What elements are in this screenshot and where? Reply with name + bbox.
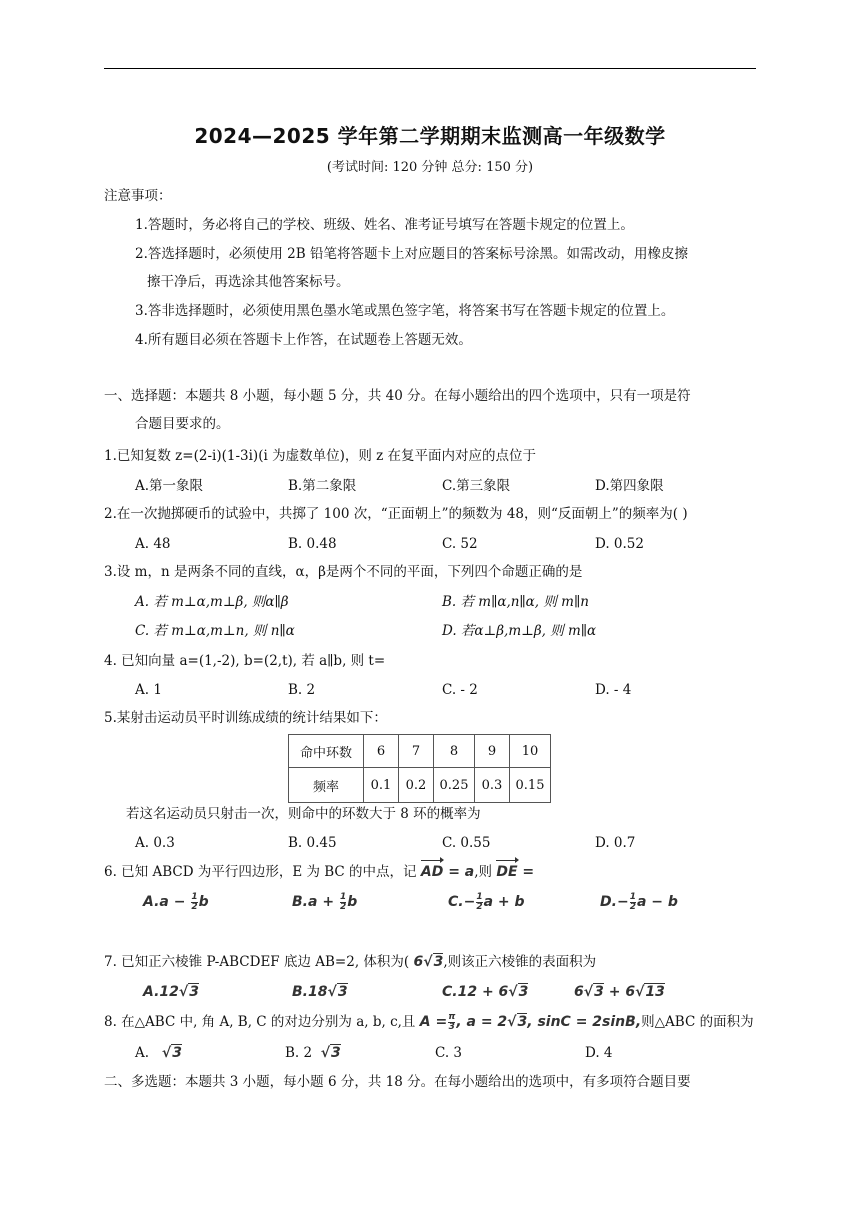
q5-option-b: B. 0.45 [288,835,337,851]
section1-heading: 一、选择题：本题共 8 小题，每小题 5 分，共 40 分。在每小题给出的四个选项中，只有一项是符 [104,388,691,404]
q6-option-c: C.− $\frac{1}{2}$ a + b [448,891,525,912]
table-cell: 0.2 [399,768,434,803]
section2-heading: 二、多选题：本题共 3 小题，每小题 6 分，共 18 分。在每小题给出的选项中，有多项符合题目要 [104,1074,691,1090]
q4-stem: 4. 已知向量 a=(1,-2), b=(2,t), 若 a∥b, 则 t= [104,653,386,669]
q6-vector-de: DE = [496,864,535,880]
table-header-rings: 命中环数 [289,735,364,768]
q6-option-d: D.− $\frac{1}{2}$ a − b [600,891,678,912]
q3-option-c: C. 若 m⊥α,m⊥n, 则 n∥α [135,623,295,639]
table-cell: 6 [364,735,399,768]
q4-option-c: C. - 2 [442,682,478,698]
notice-item-2-cont: 擦干净后，再选涂其他答案标号。 [147,274,350,290]
table-cell: 0.1 [364,768,399,803]
q5-option-a: A. 0.3 [135,835,175,851]
table-cell: 10 [510,735,551,768]
q1-option-d: D.第四象限 [595,478,664,494]
q8-option-a: A. √3 [135,1045,183,1061]
q6-vector-ad: AD = a [420,864,475,880]
q4-option-b: B. 2 [288,682,316,698]
q2-option-b: B. 0.48 [288,536,337,552]
q8-option-d: D. 4 [585,1045,613,1061]
notice-item-4: 4.所有题目必须在答题卡上作答，在试题卷上答题无效。 [135,332,472,348]
q4-option-d: D. - 4 [595,682,632,698]
q2-option-d: D. 0.52 [595,536,644,552]
q8-option-b: B. 2 √3 [285,1045,341,1061]
notice-item-2: 2.答选择题时，必须使用 2B 铅笔将答题卡上对应题目的答案标号涂黑。如需改动，用橡皮擦 [135,246,688,262]
q7-option-c: C.12 + 6√3 [442,984,529,1000]
frequency-table [288,734,551,803]
table-cell: 7 [399,735,434,768]
q7-volume: 6√3 [413,954,444,970]
q8-option-c: C. 3 [435,1045,463,1061]
table-cell: 0.25 [434,768,475,803]
q2-option-c: C. 52 [442,536,478,552]
q6-stem: 6. 已知 ABCD 为平行四边形，E 为 BC 的中点，记 AD = a,则 DE = [104,864,535,880]
q3-option-d: D. 若α⊥β,m⊥β, 则 m∥α [442,623,597,639]
q1-option-b: B.第二象限 [288,478,357,494]
q6-stem-text: 6. 已知 ABCD 为平行四边形，E 为 BC 的中点，记 [104,864,417,880]
top-rule [104,68,756,69]
exam-subtitle: (考试时间: 120 分钟 总分: 150 分) [326,160,534,175]
q7-stem-text: 7. 已知正六棱锥 P-ABCDEF 底边 AB=2, 体积为( [104,954,410,970]
q7-option-a: A.12√3 [143,984,199,1000]
q7-option-d: 6√3 + 6√13 [574,984,665,1000]
q5-question: 若这名运动员只射击一次，则命中的环数大于 8 环的概率为 [126,806,481,822]
q5-stem: 5.某射击运动员平时训练成绩的统计结果如下： [104,710,387,726]
notice-heading: 注意事项： [104,188,172,204]
q2-option-a: A. 48 [135,536,171,552]
table-header-freq: 频率 [289,768,364,803]
q2-stem: 2.在一次抛掷硬币的试验中，共掷了 100 次，“正面朝上”的频数为 48，则“反面朝上”的频率为( ) [104,506,688,522]
q5-option-c: C. 0.55 [442,835,491,851]
table-row [289,735,551,768]
q8-conditions: A = $\frac{\pi}{3}$ , a = 2√3, sinC = 2sinB, [419,1011,642,1032]
q7-stem: 7. 已知正六棱锥 P-ABCDEF 底边 AB=2, 体积为( 6√3,则该正六棱锥的表面积为 [104,954,597,970]
q8-stem: 8. 在△ABC 中, 角 A, B, C 的对边分别为 a, b, c,且 A = $\frac{\pi}{3}$ , a = 2√3, sinC = 2sinB,则△ABC 的面积为 [104,1011,754,1032]
q1-option-a: A.第一象限 [135,478,204,494]
q1-stem: 1.已知复数 z=(2-i)(1-3i)(i 为虚数单位)，则 z 在复平面内对应的点位于 [104,448,537,464]
q3-stem: 3.设 m，n 是两条不同的直线，α，β是两个不同的平面，下列四个命题正确的是 [104,564,583,580]
q4-option-a: A. 1 [135,682,162,698]
notice-item-3: 3.答非选择题时，必须使用黑色墨水笔或黑色签字笔，将答案书写在答题卡规定的位置上。 [135,303,675,319]
q1-option-c: C.第三象限 [442,478,511,494]
section1-heading-cont: 合题目要求的。 [135,416,230,432]
q7-option-b: B.18√3 [292,984,348,1000]
exam-title: 2024—2025 学年第二学期期末监测高一年级数学 [194,124,666,148]
table-cell: 8 [434,735,475,768]
notice-item-1: 1.答题时，务必将自己的学校、班级、姓名、准考证号填写在答题卡规定的位置上。 [135,217,634,233]
table-cell: 9 [475,735,510,768]
q5-option-d: D. 0.7 [595,835,636,851]
q8-stem-text: 8. 在△ABC 中, 角 A, B, C 的对边分别为 a, b, c,且 [104,1014,416,1030]
q3-option-a: A. 若 m⊥α,m⊥β, 则α∥β [135,594,289,610]
table-cell: 0.15 [510,768,551,803]
q3-option-b: B. 若 m∥α,n∥α, 则 m∥n [442,594,589,610]
table-cell: 0.3 [475,768,510,803]
table-row [289,768,551,803]
q6-option-a: A.a − $\frac{1}{2}$ b [143,891,209,912]
q6-option-b: B.a + $\frac{1}{2}$ b [292,891,358,912]
